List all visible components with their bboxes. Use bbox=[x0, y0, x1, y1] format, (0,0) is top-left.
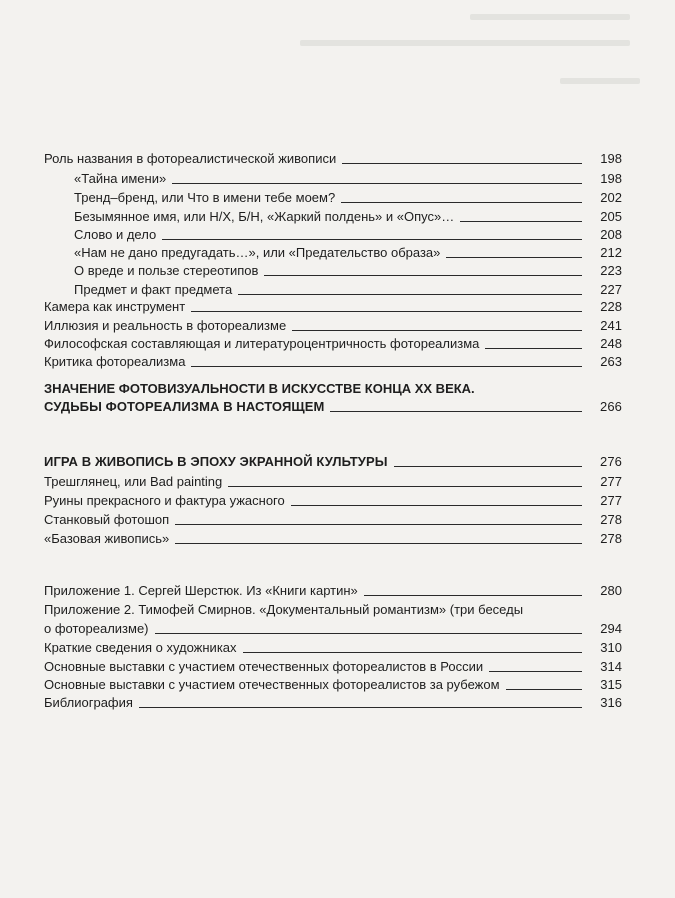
toc-entry[interactable] bbox=[74, 227, 622, 243]
leader-line bbox=[292, 329, 582, 331]
toc-entry[interactable] bbox=[44, 512, 622, 528]
toc-entry[interactable] bbox=[44, 677, 622, 693]
leader-line bbox=[446, 256, 582, 258]
leader-line bbox=[155, 632, 582, 634]
toc-entry-title: Основные выставки с участием отечественных фотореалистов за рубежом bbox=[44, 677, 500, 692]
leader-line bbox=[191, 310, 582, 312]
toc-entry-title: Тренд–бренд, или Что в имени тебе моем? bbox=[74, 190, 336, 205]
toc-entry-page: 208 bbox=[600, 227, 622, 242]
toc-entry[interactable] bbox=[74, 282, 622, 298]
leader-line bbox=[341, 201, 582, 203]
toc-entry[interactable] bbox=[44, 336, 622, 352]
toc-entry-page: 228 bbox=[600, 299, 622, 314]
toc-entry-title: Станковый фотошоп bbox=[44, 512, 170, 527]
toc-entry-page: 315 bbox=[600, 677, 622, 692]
toc-entry-title: «Тайна имени» bbox=[74, 171, 167, 186]
toc-entry-page: 314 bbox=[600, 659, 622, 674]
toc-heading-line1[interactable]: ЗНАЧЕНИЕ ФОТОВИЗУАЛЬНОСТИ В ИСКУССТВЕ КОНЦА XX ВЕКА. bbox=[44, 381, 475, 396]
leader-line bbox=[330, 410, 582, 412]
toc-entry-page: 198 bbox=[600, 151, 622, 166]
toc-entry[interactable] bbox=[44, 531, 622, 547]
toc-entry-title: Предмет и факт предмета bbox=[74, 282, 233, 297]
bleed-through-mark bbox=[470, 14, 630, 20]
leader-line bbox=[139, 706, 582, 708]
toc-entry-page: 223 bbox=[600, 263, 622, 278]
toc-heading[interactable] bbox=[44, 399, 622, 415]
toc-entry-page: 278 bbox=[600, 512, 622, 527]
toc-entry-page: 263 bbox=[600, 354, 622, 369]
toc-entry-page: 202 bbox=[600, 190, 622, 205]
leader-line bbox=[191, 365, 582, 367]
toc-heading-title: СУДЬБЫ ФОТОРЕАЛИЗМА В НАСТОЯЩЕМ bbox=[44, 399, 325, 414]
toc-entry-title: Иллюзия и реальность в фотореализме bbox=[44, 318, 287, 333]
leader-line bbox=[228, 485, 582, 487]
toc-entry-title: Критика фотореализма bbox=[44, 354, 186, 369]
toc-entry-appendix-2[interactable] bbox=[44, 621, 622, 637]
toc-entry-page: 316 bbox=[600, 695, 622, 710]
toc-entry-title: Камера как инструмент bbox=[44, 299, 186, 314]
toc-entry-title: Библиография bbox=[44, 695, 133, 710]
toc-entry-page: 278 bbox=[600, 531, 622, 546]
toc-heading-title: ИГРА В ЖИВОПИСЬ В ЭПОХУ ЭКРАННОЙ КУЛЬТУРЫ bbox=[44, 454, 388, 469]
leader-line bbox=[175, 542, 582, 544]
toc-entry[interactable] bbox=[44, 493, 622, 509]
toc-entry-title: Безымянное имя, или Н/Х, Б/Н, «Жаркий полдень» и «Опус»… bbox=[74, 209, 455, 224]
toc-heading-page: 276 bbox=[600, 454, 622, 469]
toc-entry[interactable] bbox=[44, 151, 622, 167]
leader-line bbox=[291, 504, 582, 506]
leader-line bbox=[238, 293, 582, 295]
toc-entry[interactable] bbox=[44, 354, 622, 370]
toc-entry-page: 241 bbox=[600, 318, 622, 333]
toc-heading-page: 266 bbox=[600, 399, 622, 414]
toc-entry-title: о фотореализме) bbox=[44, 621, 149, 636]
leader-line bbox=[175, 523, 582, 525]
toc-entry-title: О вреде и пользе стереотипов bbox=[74, 263, 259, 278]
toc-entry-page: 198 bbox=[600, 171, 622, 186]
toc-entry-title: «Нам не дано предугадать…», или «Предательство образа» bbox=[74, 245, 441, 260]
leader-line bbox=[162, 238, 582, 240]
toc-entry-appendix-1[interactable] bbox=[44, 583, 622, 599]
toc-entry-title: Приложение 1. Сергей Шерстюк. Из «Книги картин» bbox=[44, 583, 358, 598]
toc-entry-title: Руины прекрасного и фактура ужасного bbox=[44, 493, 285, 508]
leader-line bbox=[342, 162, 582, 164]
toc-entry[interactable] bbox=[74, 171, 622, 187]
toc-entry-title: Слово и дело bbox=[74, 227, 157, 242]
bleed-through-mark bbox=[300, 40, 630, 46]
toc-entry-title: «Базовая живопись» bbox=[44, 531, 170, 546]
toc-entry[interactable] bbox=[74, 209, 622, 225]
toc-entry[interactable] bbox=[74, 263, 622, 279]
leader-line bbox=[243, 651, 582, 653]
bleed-through-mark bbox=[560, 78, 640, 84]
toc-entry[interactable] bbox=[44, 640, 622, 656]
toc-entry-appendix-2-line1[interactable]: Приложение 2. Тимофей Смирнов. «Документальный романтизм» (три беседы bbox=[44, 602, 524, 617]
toc-entry-title: Краткие сведения о художниках bbox=[44, 640, 237, 655]
toc-entry[interactable] bbox=[44, 474, 622, 490]
toc-entry-page: 205 bbox=[600, 209, 622, 224]
leader-line bbox=[489, 670, 582, 672]
leader-line bbox=[264, 274, 582, 276]
leader-line bbox=[506, 688, 582, 690]
leader-line bbox=[364, 594, 582, 596]
toc-entry-page: 227 bbox=[600, 282, 622, 297]
toc-entry-title: Трешглянец, или Bad painting bbox=[44, 474, 223, 489]
toc-entry-page: 277 bbox=[600, 493, 622, 508]
toc-entry-page: 280 bbox=[600, 583, 622, 598]
toc-entry-title: Философская составляющая и литературоцентричность фотореализма bbox=[44, 336, 480, 351]
leader-line bbox=[172, 182, 582, 184]
toc-entry-page: 310 bbox=[600, 640, 622, 655]
toc-entry-page: 212 bbox=[600, 245, 622, 260]
toc-entry[interactable] bbox=[44, 299, 622, 315]
toc-entry[interactable] bbox=[74, 245, 622, 261]
leader-line bbox=[394, 465, 582, 467]
leader-line bbox=[485, 347, 582, 349]
toc-entry[interactable] bbox=[44, 695, 622, 711]
toc-entry[interactable] bbox=[74, 190, 622, 206]
toc-entry-page: 277 bbox=[600, 474, 622, 489]
toc-entry[interactable] bbox=[44, 659, 622, 675]
toc-entry-page: 248 bbox=[600, 336, 622, 351]
toc-entry[interactable] bbox=[44, 318, 622, 334]
leader-line bbox=[460, 220, 582, 222]
toc-entry-page: 294 bbox=[600, 621, 622, 636]
toc-entry-title: Роль названия в фотореалистической живописи bbox=[44, 151, 337, 166]
toc-entry-title: Основные выставки с участием отечественных фотореалистов в России bbox=[44, 659, 484, 674]
toc-heading[interactable] bbox=[44, 454, 622, 470]
